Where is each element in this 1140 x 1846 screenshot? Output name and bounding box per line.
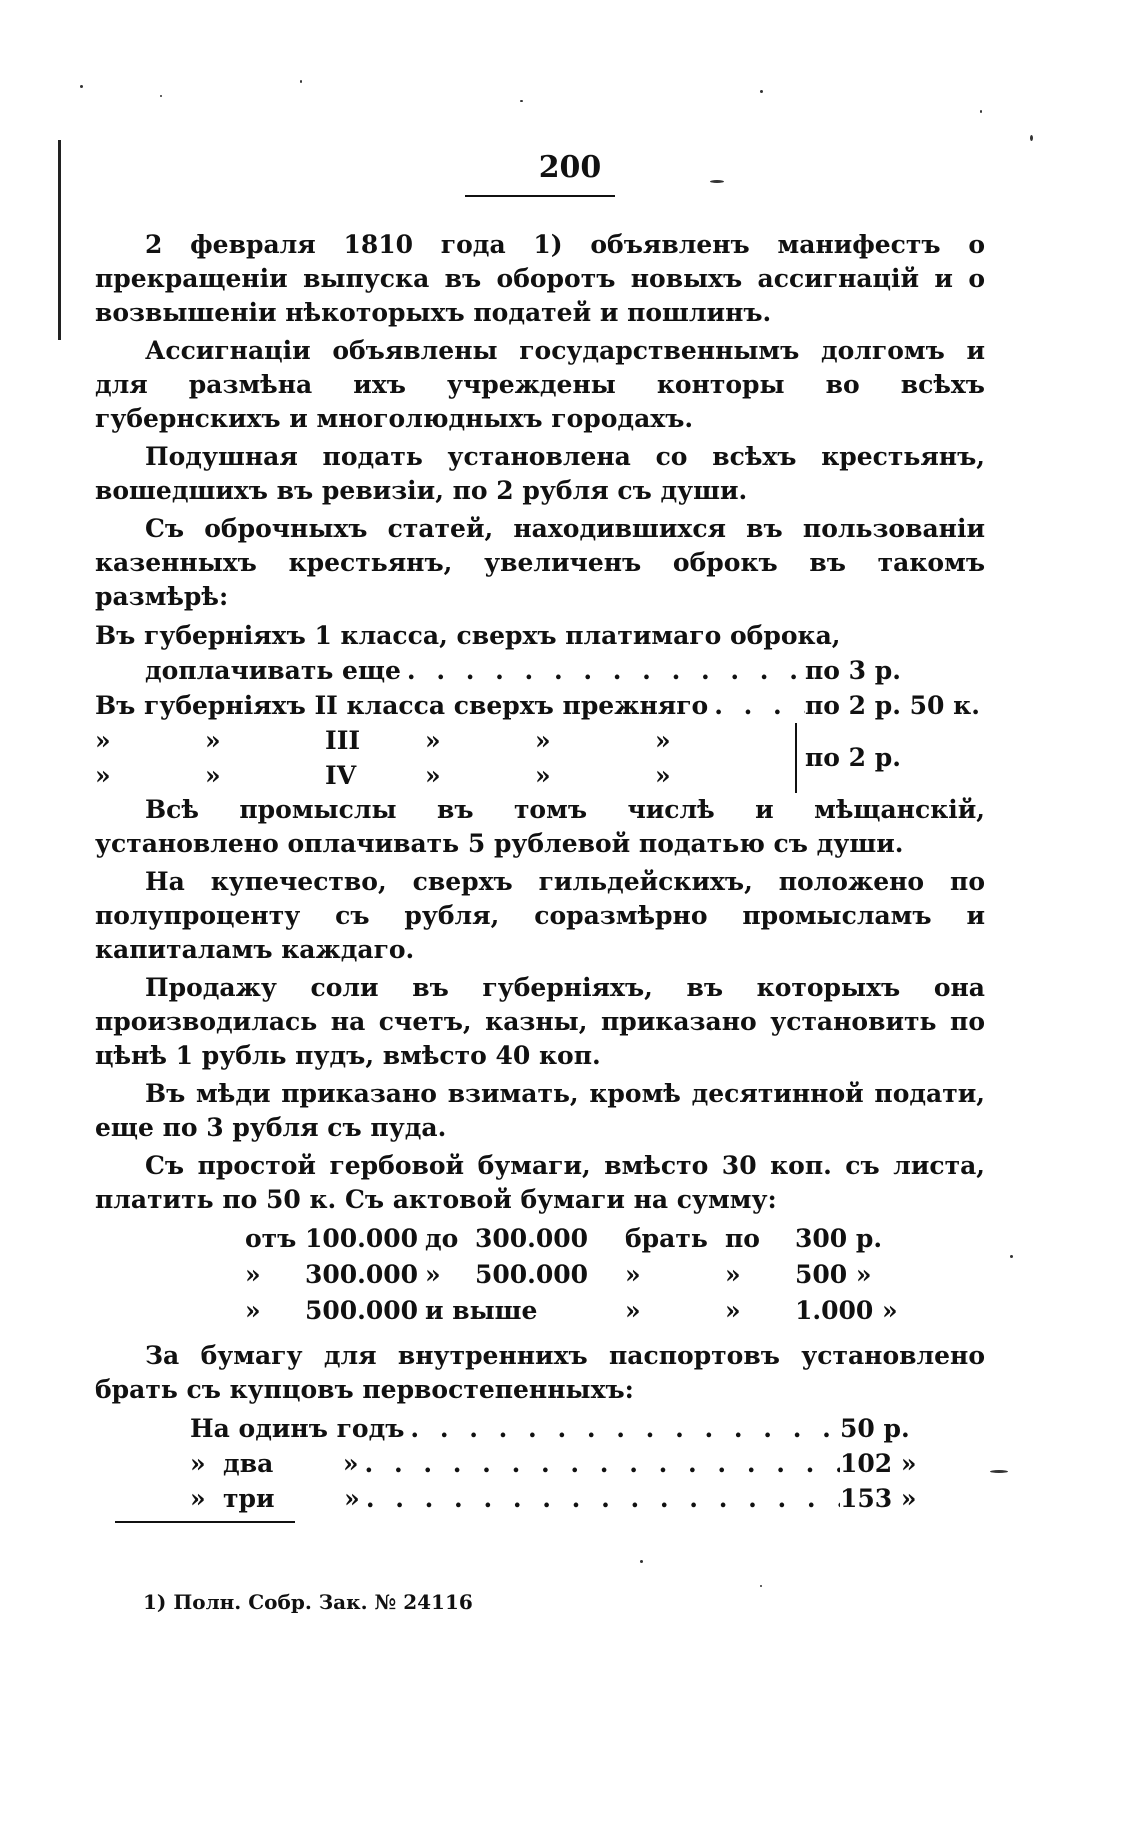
obrok-class1-extra-label: доплачивать еще [145,656,401,685]
page-body [95,228,985,1516]
scan-speck [160,95,162,97]
stamp-mid: до [425,1224,459,1253]
ditto-mark: » [95,761,111,790]
obrok-line-class1-extra [95,653,985,688]
scan-speck [710,180,724,183]
passport-row [190,1481,930,1516]
stamp-row [245,1257,985,1293]
stamp-from: 300.000 [305,1260,419,1289]
stamp-prefix: » [245,1260,261,1289]
paragraph-merchants: На купечество, сверхъ гильдейскихъ, положено по полупроценту съ рубля, соразмѣрно промысламъ и капиталамъ каждаго. [95,867,985,964]
leader-dots [708,688,805,723]
obrok-classes-3-4-rows [95,723,795,793]
ditto-mark: » [425,726,441,755]
stamp-amount: 300 р. [795,1224,883,1253]
ditto-mark: » [205,726,221,755]
passport-fee-table [190,1411,930,1516]
stamp-prefix: » [245,1296,261,1325]
ditto-mark: » [425,761,441,790]
obrok-class2-amount: по 2 р. 50 к. [805,691,980,720]
page-number-rule [465,195,615,197]
scan-speck [1010,1255,1013,1258]
scan-speck [520,100,523,102]
ditto-mark: » [95,726,111,755]
paragraph-stamp-paper: Съ простой гербовой бумаги, вмѣсто 30 коп. съ листа, платить по 50 к. Съ актовой бумаги на сумму: [95,1151,985,1214]
page-number: 200 [538,150,602,185]
obrok-line-class3 [95,723,795,758]
scan-speck [1030,135,1033,141]
ditto-mark: » [655,761,671,790]
ditto-mark: » [205,761,221,790]
paragraph-poll-tax: Подушная подать установлена со всѣхъ крестьянъ, вошедшихъ въ ревизіи, по 2 рубля съ души. [95,442,985,505]
obrok-line-class2 [95,688,985,723]
footnote-rule [115,1521,295,1523]
paragraph-obrok-intro: Съ оброчныхъ статей, находившихся въ пользованіи казенныхъ крестьянъ, увеличенъ оброкъ въ такомъ размѣрѣ: [95,514,985,611]
stamp-po: по [725,1224,760,1253]
stamp-po: » [725,1260,741,1289]
passport-amount: 102 » [840,1449,917,1478]
obrok-class4-numeral: IV [325,761,357,790]
leader-dots [401,653,805,688]
leader-dots [359,1446,840,1481]
paragraph-salt: Продажу соли въ губерніяхъ, въ которыхъ она производилась на счетъ, казны, приказано установить по цѣнѣ 1 рубль пудъ, вмѣсто 40 коп. [95,973,985,1070]
paragraph-manifesto: 2 февраля 1810 года 1) объявленъ манифестъ о прекращеніи выпуска въ оборотъ новыхъ ассигнацій и о возвышеніи нѣкоторыхъ податей и пошлинъ. [95,230,985,327]
passport-row [190,1411,930,1446]
paragraph-trades: Всѣ промыслы въ томъ числѣ и мѣщанскій, установлено оплачивать 5 рублевой податью съ души. [95,795,985,858]
stamp-amount: 500 » [795,1260,872,1289]
stamp-paper-table [245,1221,985,1329]
stamp-mid: » [425,1260,441,1289]
stamp-verb: » [625,1260,641,1289]
obrok-class2-label: Въ губерніяхъ II класса сверхъ прежняго [95,691,709,720]
passport-row [190,1446,930,1481]
obrok-class3-numeral: III [325,726,361,755]
obrok-class1-label: Въ губерніяхъ 1 класса, сверхъ платимаго оброка, [95,621,841,650]
stamp-from: 500.000 [305,1296,419,1325]
scan-speck [300,80,302,83]
obrok-classes-3-4 [95,723,985,793]
passport-term: » три » [190,1484,360,1513]
passport-amount: 50 р. [840,1414,910,1443]
stamp-row [245,1293,985,1329]
paragraph-passports: За бумагу для внутреннихъ паспортовъ установлено брать съ купцовъ первостепенныхъ: [95,1341,985,1404]
stamp-to: 500.000 [475,1260,589,1289]
passport-term: На одинъ годъ [190,1414,405,1443]
scan-speck [80,85,83,88]
scan-speck [990,1470,1008,1473]
stamp-verb: брать [625,1224,708,1253]
ditto-mark: » [535,761,551,790]
stamp-from: 100.000 [305,1224,419,1253]
ditto-mark: » [535,726,551,755]
stamp-po: » [725,1296,741,1325]
stamp-amount: 1.000 » [795,1296,898,1325]
footnote: 1) Полн. Собр. Зак. № 24116 [143,1590,473,1614]
paragraph-copper: Въ мѣди приказано взимать, кромѣ десятинной подати, еще по 3 рубля съ пуда. [95,1079,985,1142]
obrok-line-class4 [95,758,795,793]
stamp-prefix: отъ [245,1224,297,1253]
passport-amount: 153 » [840,1484,917,1513]
stamp-mid: и выше [425,1296,538,1325]
scan-speck [980,110,982,113]
stamp-to: 300.000 [475,1224,589,1253]
obrok-line-class1 [95,618,985,653]
obrok-class34-amount: по 2 р. [795,723,985,793]
stamp-row [245,1221,985,1257]
leader-dots [404,1411,840,1446]
paragraph-assignations: Ассигнаціи объявлены государственнымъ долгомъ и для размѣна ихъ учреждены конторы во всѣхъ губернскихъ и многолюдныхъ городахъ. [95,336,985,433]
scan-speck [760,1585,762,1587]
stamp-verb: » [625,1296,641,1325]
obrok-class1-amount: по 3 р. [805,656,901,685]
leader-dots [360,1481,840,1516]
scan-speck [640,1560,643,1563]
obrok-table [95,618,985,793]
passport-term: » два » [190,1449,359,1478]
scan-speck [760,90,763,93]
ditto-mark: » [655,726,671,755]
